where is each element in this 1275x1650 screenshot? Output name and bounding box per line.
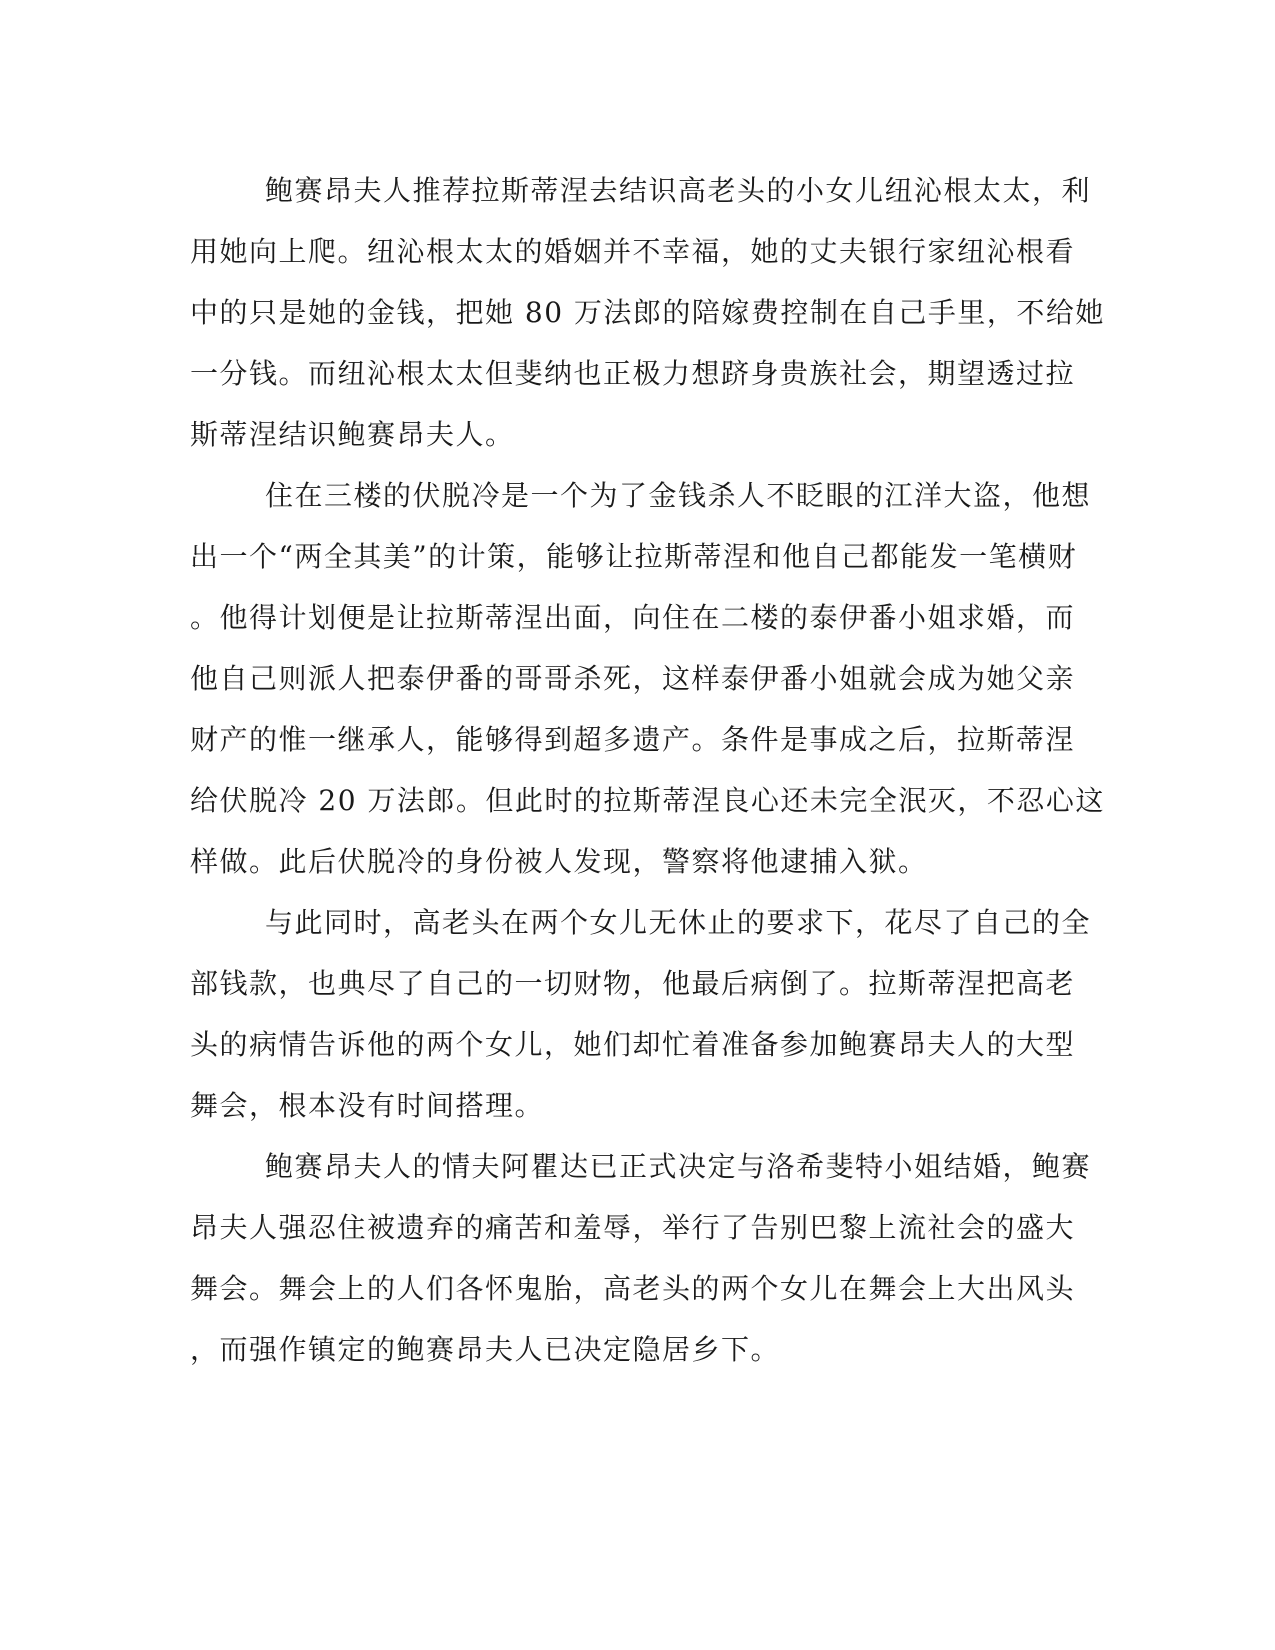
paragraph-line: 。他得计划便是让拉斯蒂涅出面，向住在二楼的泰伊番小姐求婚，而: [190, 601, 1076, 634]
paragraph-line: 一分钱。而纽沁根太太但斐纳也正极力想跻身贵族社会，期望透过拉: [190, 357, 1076, 390]
paragraph-line: 住在三楼的伏脱冷是一个为了金钱杀人不眨眼的江洋大盗，他想: [265, 479, 1092, 512]
paragraph-4: [190, 1136, 1090, 1380]
paragraph-line: 他自己则派人把泰伊番的哥哥杀死，这样泰伊番小姐就会成为她父亲: [190, 662, 1076, 695]
paragraph-line: 样做。此后伏脱冷的身份被人发现，警察将他逮捕入狱。: [190, 845, 928, 878]
paragraph-3: [190, 892, 1090, 1136]
paragraph-2: [190, 465, 1105, 892]
paragraph-line: 用她向上爬。纽沁根太太的婚姻并不幸福，她的丈夫银行家纽沁根看: [190, 235, 1076, 268]
paragraph-line: 给伏脱冷 20 万法郎。但此时的拉斯蒂涅良心还未完全泯灭，不忍心这: [190, 784, 1105, 817]
paragraph-line: 舞会，根本没有时间搭理。: [190, 1089, 545, 1122]
paragraph-line: 头的病情告诉他的两个女儿，她们却忙着准备参加鲍赛昂夫人的大型: [190, 1028, 1076, 1061]
paragraph-line: 中的只是她的金钱，把她 80 万法郎的陪嫁费控制在自己手里，不给她: [190, 296, 1105, 329]
body-text: [190, 160, 1105, 1380]
paragraph-line: 昂夫人强忍住被遗弃的痛苦和羞辱，举行了告别巴黎上流社会的盛大: [190, 1211, 1076, 1244]
paragraph-line: 财产的惟一继承人，能够得到超多遗产。条件是事成之后，拉斯蒂涅: [190, 723, 1076, 756]
paragraph-line: 鲍赛昂夫人的情夫阿瞿达已正式决定与洛希斐特小姐结婚，鲍赛: [265, 1150, 1092, 1183]
paragraph-line: ，而强作镇定的鲍赛昂夫人已决定隐居乡下。: [190, 1333, 781, 1366]
paragraph-line: 部钱款，也典尽了自己的一切财物，他最后病倒了。拉斯蒂涅把高老: [190, 967, 1076, 1000]
paragraph-line: 与此同时，高老头在两个女儿无休止的要求下，花尽了自己的全: [265, 906, 1092, 939]
paragraph-line: 斯蒂涅结识鲍赛昂夫人。: [190, 418, 515, 451]
paragraph-line: 舞会。舞会上的人们各怀鬼胎，高老头的两个女儿在舞会上大出风头: [190, 1272, 1076, 1305]
paragraph-line: 鲍赛昂夫人推荐拉斯蒂涅去结识高老头的小女儿纽沁根太太，利: [265, 174, 1092, 207]
paragraph-1: [190, 160, 1105, 465]
paragraph-line: 出一个“两全其美”的计策，能够让拉斯蒂涅和他自己都能发一笔横财: [190, 540, 1078, 573]
